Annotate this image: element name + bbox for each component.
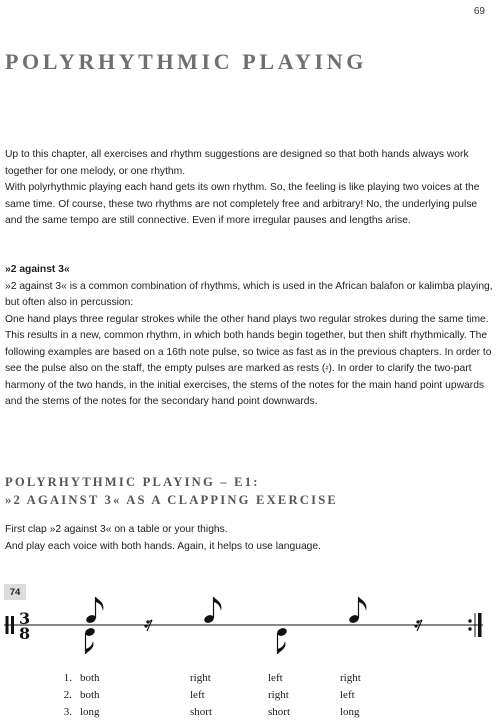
- chapter-title: POLYRHYTHMIC PLAYING: [5, 49, 367, 74]
- page-number: 69: [473, 6, 485, 17]
- section-paragraph: »2 against 3« is a common combination of rhythms, which is used in the African balafon or kalimba playing, but often also in percussion:: [5, 280, 493, 308]
- note-lower-2: [276, 627, 288, 654]
- table-row: [58, 703, 478, 720]
- syllable-cell: short: [268, 705, 290, 718]
- syllable-cell: right: [190, 671, 211, 684]
- syllable-cell: both: [80, 671, 100, 684]
- intro-paragraph: Up to this chapter, all exercises and rhythm suggestions are designed so that both hands always work together for one melody, or one rhythm.: [5, 149, 469, 177]
- instruction-line: First clap »2 against 3« on a table or your thighs.: [5, 524, 228, 535]
- syllable-cell: right: [268, 688, 289, 701]
- intro-paragraph: With polyrhythmic playing each hand gets its own rhythm. So, the feeling is like playing two voices at the same time. Of course, these two rhythms are not completely free and arbitrary! No, the underlying pulse and the same tempo are still connective. Even if more irregular pauses and lengths arise.: [5, 182, 480, 226]
- syllable-cell: short: [190, 705, 212, 718]
- syllable-cell: long: [340, 705, 360, 718]
- example-number-badge: 74: [4, 584, 26, 600]
- syllable-cell: left: [190, 688, 205, 701]
- table-row: [58, 669, 478, 686]
- syllable-table: [58, 669, 478, 720]
- note-upper-3: [348, 597, 367, 624]
- rhythm-staff: [0, 595, 497, 655]
- syllable-cell: left: [268, 671, 283, 684]
- syllable-cell: left: [340, 688, 355, 701]
- instruction-line: And play each voice with both hands. Again, it helps to use language.: [5, 540, 321, 552]
- section-heading: »2 against 3«: [5, 264, 70, 275]
- row-number: 2.: [63, 688, 72, 701]
- syllable-cell: long: [80, 705, 100, 718]
- section-paragraph: One hand plays three regular strokes while the other hand plays two regular strokes during the same time.: [5, 313, 489, 325]
- row-number: 3.: [63, 705, 72, 718]
- row-number: 1.: [63, 671, 72, 684]
- exercise-heading: [5, 473, 338, 509]
- note-upper-1: [85, 597, 104, 624]
- syllable-cell: right: [340, 671, 361, 684]
- exercise-instructions: [5, 522, 495, 555]
- table-row: [58, 686, 478, 703]
- time-signature-bottom: 8: [19, 624, 31, 643]
- section-2-against-3: [5, 262, 495, 411]
- syllable-cell: both: [80, 688, 100, 701]
- time-signature-top: 3: [19, 609, 31, 628]
- note-lower-1: [84, 627, 96, 654]
- note-upper-2: [203, 597, 222, 624]
- exercise-heading-line-1: POLYRHYTHMIC PLAYING – E1:: [5, 475, 260, 489]
- section-paragraph: This results in a new, common rhythm, in which both hands begin together, but then shift rhythmically. The following examples are based on a 16th note pulse, so twice as fast as in the previous chapters. In order to see the pulse also on the staff, the empty pulses are marked as rests (𝄿). In order to clarify the two-part harmony of the two hands, in the initial exercises, the stems of the notes for the main hand point upwards and the stems of the notes for the secondary hand point downwards.: [5, 330, 492, 407]
- exercise-heading-line-2: »2 AGAINST 3« AS A CLAPPING EXERCISE: [5, 493, 339, 507]
- intro-text: [5, 147, 495, 230]
